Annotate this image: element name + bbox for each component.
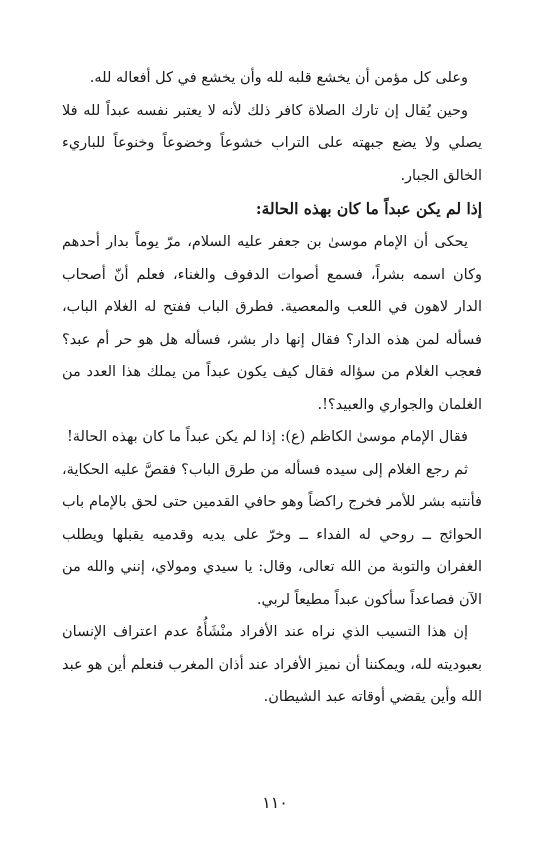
section-heading: إذا لم يكن عبداً ما كان بهذه الحالة: xyxy=(255,199,482,218)
paragraph-conclusion: إن هذا التسيب الذي نراه عند الأفراد منْشَأُهُ عدم اعتراف الإنسان بعبوديته لله، ويمكننا أن نميز الأفراد عند أذان المغرب فنعلم أين هو عبد الله وأين يقضي أوقاته عبد الشيطان. xyxy=(62,624,482,705)
document-page xyxy=(62,62,482,714)
paragraph-imam-saying: فقال الإمام موسىٰ الكاظم (ع): إذا لم يكن عبداً ما كان بهذه الحالة! xyxy=(66,429,468,445)
paragraph-bishr-repentance: ثم رجع الغلام إلى سيده فسأله من طرق الباب؟ فقصَّ عليه الحكاية، فأنتبه بشر للأمر فخرج راكضاً وهو حافي القدمين حتى لحق بالإمام باب الحوائج ــ روحي له الفداء ــ وخرّ على يديه وقدميه يقبلها ويطلب الغفران والتوبة من الله تعالى، وقال: يا سيدي ومولاي، إنني والله من الآن فصاعداً سأكون عبداً مطيعاً لربي. xyxy=(62,461,482,608)
paragraph-story-intro: يحكى أن الإمام موسىٰ بن جعفر عليه السلام، مرّ يوماً بدار أحدهم وكان اسمه بشراً، فسمع أصوات الدفوف والغناء، فعلم أنّ أصحاب الدار لاهون في اللعب والمعصية. فطرق الباب ففتح له الغلام الباب، فسأله لمن هذه الدار؟ فقال إنها دار بشر، فسأله هل هو حر أم عبد؟ فعجب الغلام من سؤاله فقال كيف يكون عبداً من يملك هذا العدد من الغلمان والجواري والعبيد؟!. xyxy=(62,234,482,413)
paragraph-prayer-abandonment: وحين يُقال إن تارك الصلاة كافر ذلك لأنه لا يعتبر نفسه عبداً لله فلا يصلي ولا يضع جبهته على التراب خشوعاً وخضوعاً وخنوعاً للباريء الخالق الجبار. xyxy=(62,102,482,184)
paragraph-believer-humility: وعلى كل مؤمن أن يخشع قلبه لله وأن يخشع في كل أفعاله لله. xyxy=(89,70,468,86)
page-number: ١١٠ xyxy=(262,793,288,812)
